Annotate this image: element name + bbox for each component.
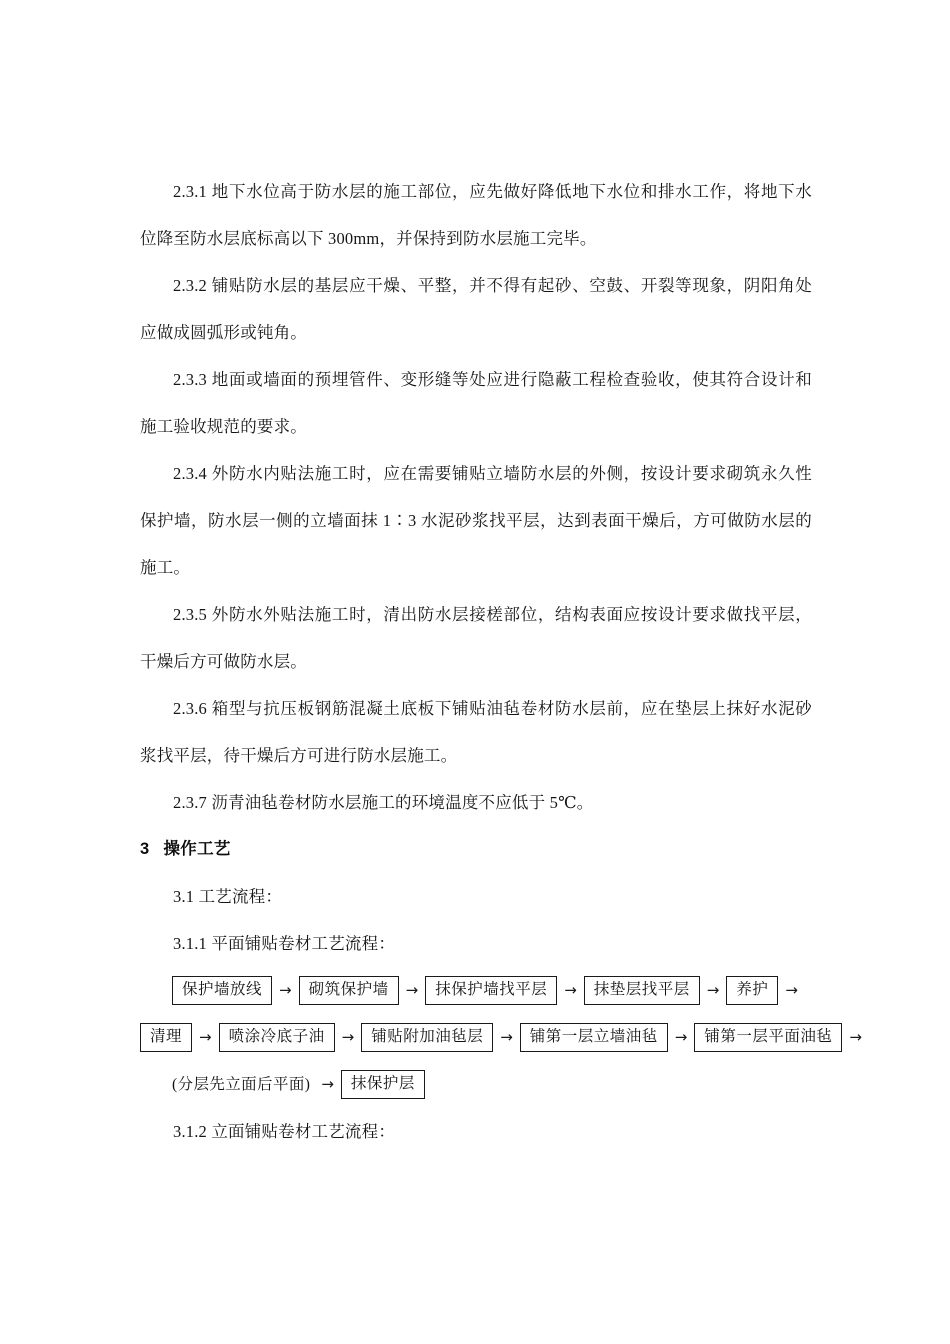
flow-box: 养护 <box>726 976 778 1005</box>
paragraph-2-3-5: 2.3.5 外防水外贴法施工时，清出防水层接槎部位，结构表面应按设计要求做找平层，干燥后方可做防水层。 <box>140 605 812 671</box>
paragraph-2-3-7: 2.3.7 沥青油毡卷材防水层施工的环境温度不应低于 5℃。 <box>173 793 594 812</box>
flow-box: 抹保护墙找平层 <box>425 976 557 1005</box>
heading-3-1: 3.1 工艺流程： <box>173 887 283 906</box>
flow-box: 抹保护层 <box>341 1070 425 1099</box>
arrow-right-icon: → <box>199 1028 212 1046</box>
arrow-right-icon: → <box>674 1028 688 1046</box>
paragraph-2-3-6: 2.3.6 箱型与抗压板钢筋混凝土底板下铺贴油毡卷材防水层前，应在垫层上抹好水泥砂浆找平层，待干燥后方可进行防水层施工。 <box>140 699 812 765</box>
flow-box: 喷涂冷底子油 <box>219 1023 335 1052</box>
flowchart-planar-laying <box>140 967 862 1108</box>
heading-title: 操作工艺 <box>163 840 231 858</box>
flow-box: 抹垫层找平层 <box>584 976 700 1005</box>
arrow-right-icon: → <box>564 981 577 999</box>
flow-box: 清理 <box>140 1023 192 1052</box>
flowchart-row-1 <box>140 967 812 1014</box>
arrow-right-icon: → <box>706 981 720 999</box>
paragraph-2-3-2: 2.3.2 铺贴防水层的基层应干燥、平整，并不得有起砂、空鼓、开裂等现象，阴阳角处应做成圆弧形或钝角。 <box>140 276 812 342</box>
arrow-right-icon: → <box>341 1028 355 1046</box>
heading-operation-process <box>140 826 812 873</box>
flowchart-row-3 <box>140 1061 812 1108</box>
arrow-right-icon: → <box>500 1028 513 1046</box>
flow-box: 铺第一层立墙油毡 <box>520 1023 668 1052</box>
arrow-right-icon: → <box>849 1028 862 1046</box>
arrow-right-icon: → <box>405 981 419 999</box>
arrow-right-icon: → <box>785 981 798 999</box>
arrow-right-icon: → <box>279 981 292 999</box>
paragraph-2-3-4: 2.3.4 外防水内贴法施工时，应在需要铺贴立墙防水层的外侧，按设计要求砌筑永久性保护墙，防水层一侧的立墙面抹 1∶3 水泥砂浆找平层，达到表面干燥后，方可做防水层的施工。 <box>140 464 812 577</box>
flowchart-row-2 <box>140 1014 862 1061</box>
arrow-right-icon: → <box>321 1075 334 1093</box>
flow-box: 铺第一层平面油毡 <box>694 1023 842 1052</box>
heading-number: 3 <box>140 840 150 858</box>
flow-box: 砌筑保护墙 <box>299 976 399 1005</box>
paragraph-2-3-1: 2.3.1 地下水位高于防水层的施工部位，应先做好降低地下水位和排水工作，将地下水位降至防水层底标高以下 300mm，并保持到防水层施工完毕。 <box>140 182 812 248</box>
flowchart-note: (分层先立面后平面) <box>172 1075 311 1093</box>
heading-3-1-1: 3.1.1 平面铺贴卷材工艺流程： <box>173 934 396 953</box>
flow-box: 保护墙放线 <box>172 976 272 1005</box>
document-content <box>140 168 862 1155</box>
flow-box: 铺贴附加油毡层 <box>361 1023 493 1052</box>
heading-3-1-2: 3.1.2 立面铺贴卷材工艺流程： <box>173 1122 396 1141</box>
paragraph-2-3-3: 2.3.3 地面或墙面的预埋管件、变形缝等处应进行隐蔽工程检查验收，使其符合设计和施工验收规范的要求。 <box>140 370 812 436</box>
